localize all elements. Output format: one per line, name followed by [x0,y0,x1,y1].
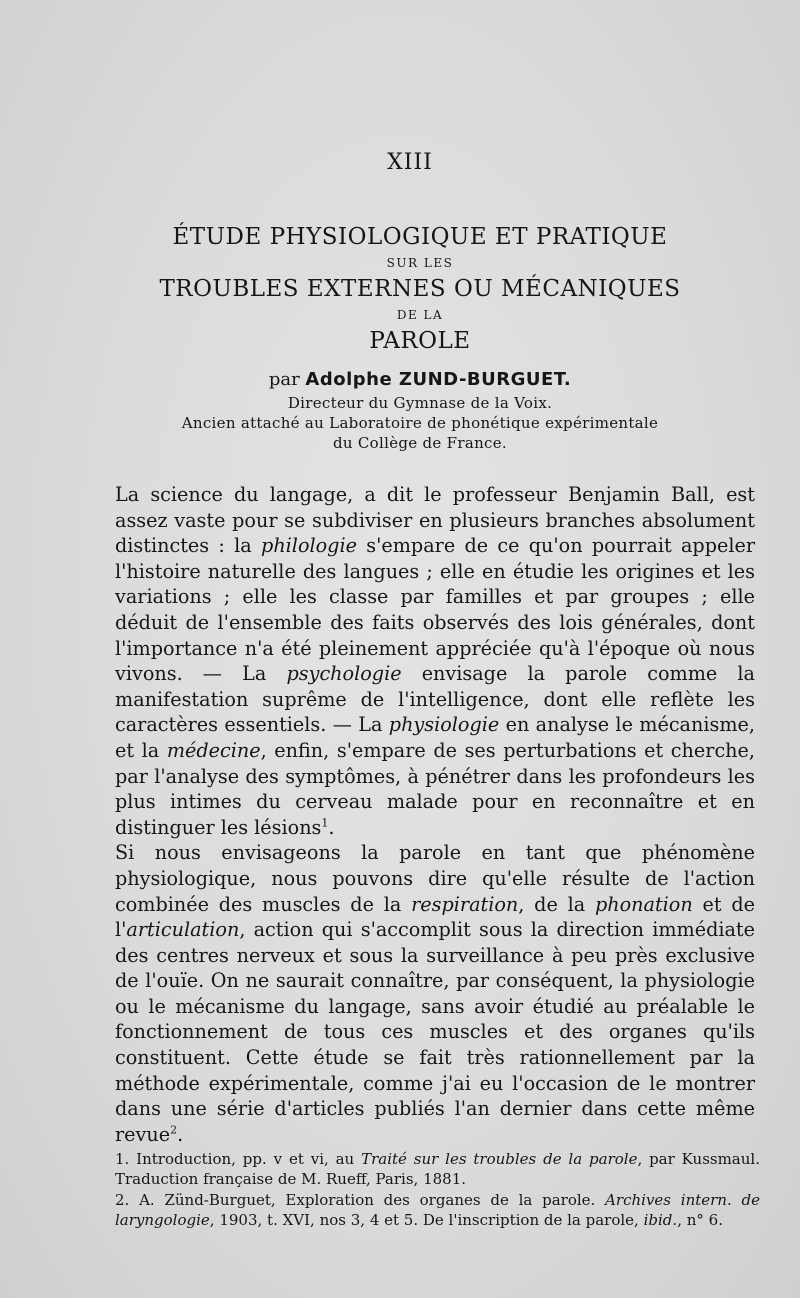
p1-italic-physiologie: physiologie [388,713,500,737]
p2-text-4: , action qui s'accomplit sous la direction immédiate des centres nerveux et sous la surveillance à peu près exclusive de l'ouïe. On ne saurait connaître, par conséquent, la physiologie ou le mécanisme du langage, sans avoir étudié au préalable le fonctionnement de tous ces muscles et des organes qu'ils constituent. Cette étude se fait très rationnellement par la méthode expérimentale, comme j'ai eu l'occasion de le montrer dans une série d'articles publiés l'an dernier dans cette même revue [115,918,755,1146]
p1-text-3: envisage la parole comme la manifestation suprême de l'intelligence, dont elle reflète les caractères essentiels. — La [115,662,755,737]
p1-text-5: , enfin, s'empare de ses perturbations et cherche, par l'analyse des symptômes, à pénétrer dans les profondeurs les plus intimes du cerveau malade pour en reconnaître et en distinguer les lésions [115,738,755,839]
p2-text-3: et de l' [115,892,755,942]
affiliation-1: Directeur du Gymnase de la Voix. [287,394,553,412]
author-prefix: par [268,369,300,390]
affiliation-2: Ancien attaché au Laboratoire de phonétique expérimentale [181,414,659,432]
body-text [115,482,755,1147]
footnote-1-italic-title: Traité sur les troubles de la parole [361,1150,638,1168]
title-line-4: DE LA [396,308,444,322]
footnote-2 [115,1191,760,1230]
p2-text-5: . [177,1122,184,1146]
affiliation-3: du Collège de France. [332,434,508,452]
author-line [0,367,800,393]
p1-text-6: . [328,815,335,839]
p1-text-4: en analyse le mécanisme, et la [115,713,755,762]
footnote-1-text-1: Introduction, pp. v et vi, au [129,1150,362,1168]
p1-italic-medecine: médecine [166,738,261,762]
paragraph-2 [115,840,755,1147]
footnote-1-text-2: , par Kussmaul. Traduction française de M. Rueff, Paris, 1881. [115,1150,760,1188]
chapter-number: XIII [387,150,433,175]
p1-text-2: s'empare de ce qu'on pourrait appeler l'histoire naturelle des langues ; elle en étudie les origines et les variations ; elle les classe par familles et par groupes ; elle déduit de l'ensemble des faits observés des lois générales, dont l'importance n'a été pleinement appréciée qu'à l'époque où nous vivons. — La [115,534,755,686]
p1-italic-psychologie: psychologie [286,662,402,686]
footnote-1-number: 1. [115,1150,130,1168]
footnote-2-italic-ibid: ibid. [643,1210,678,1229]
footnote-2-italic-journal: Archives intern. de laryngologie [115,1191,760,1229]
paragraph-1 [115,482,755,840]
p1-text-1: La science du langage, a dit le professeur Benjamin Ball, est assez vaste pour se subdiviser en plusieurs branches absolument distinctes : la [115,483,755,558]
footnote-2-text-2: , 1903, t. XVI, nos 3, 4 et 5. De l'inscription de la parole, [209,1210,644,1229]
footnote-ref-2: 2 [170,1123,178,1137]
p2-text-2: , de la [518,892,595,916]
title-line-2: SUR LES [386,256,454,270]
article-title [0,222,800,356]
author-name: Adolphe ZUND-BURGUET. [305,369,572,390]
footnote-2-text-3: , n° 6. [677,1210,723,1229]
footnote-ref-1: 1 [321,816,329,830]
p2-italic-respiration: respiration [411,892,519,916]
p2-italic-articulation: articulation [126,918,240,942]
title-line-5: PAROLE [369,328,471,354]
title-line-3: TROUBLES EXTERNES OU MÉCANIQUES [159,276,681,302]
footnote-1 [115,1150,760,1189]
title-line-1: ÉTUDE PHYSIOLOGIQUE ET PRATIQUE [172,224,668,250]
footnote-2-number: 2. [115,1191,130,1209]
p2-text-1: Si nous envisageons la parole en tant que phénomène physiologique, nous pouvons dire qu'elle résulte de l'action combinée des muscles de la [115,841,755,916]
p1-italic-philologie: philologie [261,534,357,558]
author-block [0,367,800,453]
footnote-2-text-1: A. Zünd-Burguet, Exploration des organes de la parole. [129,1191,606,1209]
footnotes [115,1150,760,1232]
p2-italic-phonation: phonation [594,892,693,916]
